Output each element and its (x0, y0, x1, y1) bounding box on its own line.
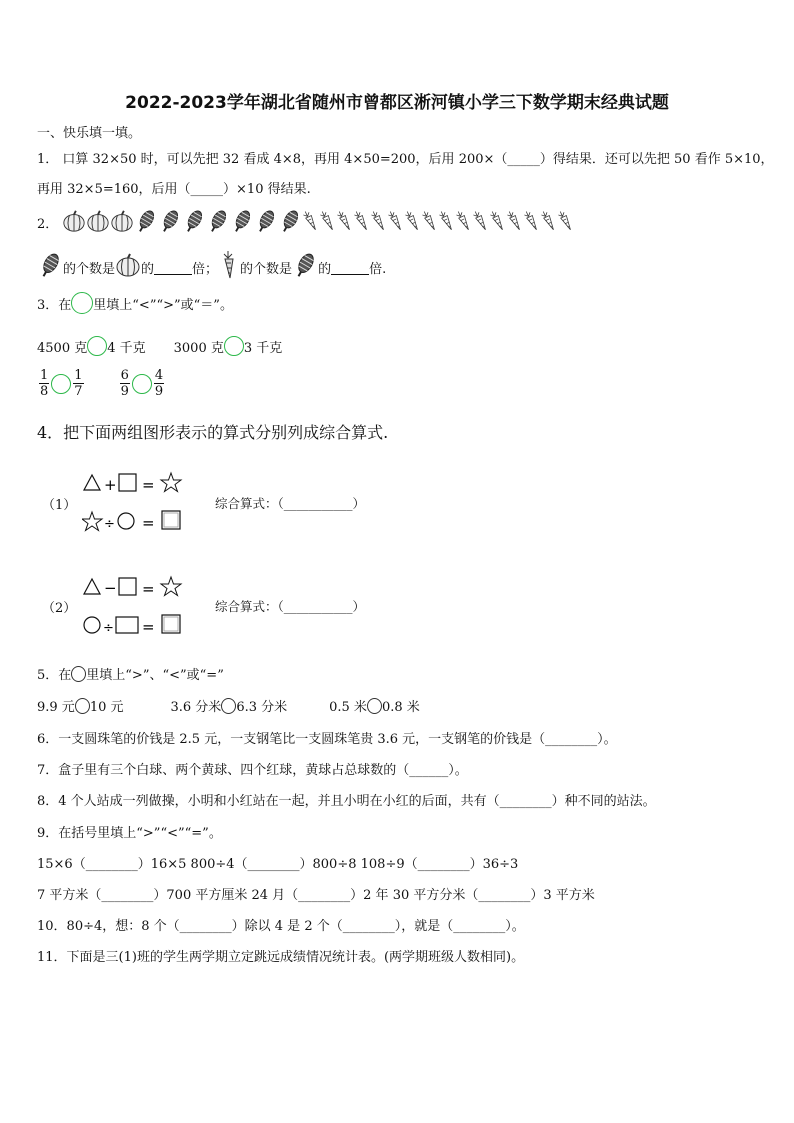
q2-number: 2． (37, 217, 59, 232)
square-icon (119, 474, 136, 491)
q3-text-b: 里填上“<”“>”或“＝”。 (93, 297, 233, 313)
compare-circle[interactable] (71, 666, 86, 682)
section-heading: 一、快乐填一填。 (37, 126, 142, 141)
carrot-icon (404, 205, 421, 241)
corn-icon (278, 205, 302, 241)
q4-group2-label: （2） (42, 601, 77, 616)
fraction: $\frac{4}{9}$ (154, 368, 164, 399)
corn-icon (254, 205, 278, 241)
carrot-icon (336, 205, 353, 241)
svg-text:÷: ÷ (104, 517, 115, 532)
carrot-icon (319, 205, 336, 241)
carrot-icon (557, 205, 574, 241)
q5-c-right: 0.8 米 (381, 700, 420, 715)
star-icon (161, 473, 181, 492)
carrot-icon (353, 205, 370, 241)
carrot-icon (421, 205, 438, 241)
rectangle-icon (116, 617, 138, 633)
pumpkin-icon (110, 208, 134, 238)
svg-text:=: = (142, 618, 155, 636)
q5-a-right: 10 元 (89, 700, 124, 715)
q3-row1 (37, 336, 282, 356)
compare-circle[interactable] (221, 698, 236, 714)
q9-row2: 7 平方米（________）700 平方厘米 24 月（________）2 年 30 平方分米（________）3 平方米 (37, 888, 595, 903)
pumpkin-icon (115, 253, 141, 281)
q6: 6．一支圆珠笔的价钱是 2.5 元，一支钢笔比一支圆珠笔贵 3.6 元，一支钢笔的价钱是（________）。 (37, 732, 617, 747)
corn-icon (292, 251, 318, 283)
corn-icon (182, 205, 206, 241)
corn-icon (206, 205, 230, 241)
compare-circle[interactable] (367, 698, 382, 714)
circle-icon (84, 617, 100, 633)
pumpkin-icon (86, 208, 110, 238)
compare-circle[interactable] (75, 698, 90, 714)
q1-line2: 再用 32×5=160，后用（_____）×10 得结果. (37, 182, 311, 197)
q5-a-left: 9.9 元 (37, 700, 75, 715)
carrot-icon (540, 205, 557, 241)
corn-icon (37, 251, 63, 283)
q8: 8．4 个人站成一列做操，小明和小红站在一起，并且小明在小红的后面，共有（________）种不同的站法。 (37, 794, 656, 809)
page-title: 2022-2023学年湖北省随州市曾都区淅河镇小学三下数学期末经典试题 (125, 93, 669, 113)
star-icon (82, 512, 102, 531)
svg-text:+: + (104, 476, 117, 494)
q1-line1: 1． 口算 32×50 时，可以先把 32 看成 4×8，再用 4×50=200，后用 200×（_____）得结果．还可以先把 50 看作 5×10， (37, 152, 774, 167)
carrot-icon (455, 205, 472, 241)
fraction: $\frac{6}{9}$ (120, 368, 129, 399)
compare-circle[interactable] (71, 292, 93, 314)
q5-row (37, 696, 420, 715)
q4-group1-label: （1） (42, 498, 77, 513)
star-icon (161, 577, 181, 596)
carrot-icon (302, 205, 319, 241)
triangle-icon (84, 475, 100, 490)
q3-title (37, 292, 233, 314)
q2-text-a: 的个数是 (63, 261, 116, 277)
q4-group2-shapes (82, 574, 186, 644)
pumpkin-icon (62, 208, 86, 238)
q2-text-f: 倍. (369, 261, 387, 277)
corn-icon (134, 205, 158, 241)
q5-text-b: 里填上“>”、“<”或“=” (86, 668, 224, 683)
corn-icon (158, 205, 182, 241)
carrot-icon (218, 250, 240, 284)
q4-group1-shapes (82, 470, 186, 540)
q3-a-left: 4500 克 (37, 340, 88, 356)
svg-text:÷: ÷ (103, 621, 114, 636)
compare-circle[interactable] (51, 374, 71, 394)
square-icon (164, 513, 178, 527)
svg-text:=: = (142, 514, 155, 532)
carrot-icon (472, 205, 489, 241)
triangle-icon (84, 579, 100, 594)
q2-blank-2[interactable] (331, 260, 369, 275)
q3-a-right: 4 千克 (107, 340, 146, 356)
q5-c-left: 0.5 米 (329, 700, 367, 715)
q7: 7．盒子里有三个白球、两个黄球、四个红球，黄球占总球数的（______）。 (37, 763, 468, 778)
q2-text-d: 的个数是 (240, 261, 293, 277)
q5-text-a: 5．在 (37, 668, 72, 683)
q4-formula-1: 综合算式：（___________） (215, 496, 366, 511)
q2-icon-row (62, 206, 574, 240)
carrot-icon (387, 205, 404, 241)
q10: 10．80÷4，想：8 个（________）除以 4 是 2 个（________），就是（________）。 (37, 919, 525, 934)
q3-row2 (39, 368, 164, 399)
q2-blank-1[interactable] (154, 260, 192, 275)
compare-circle[interactable] (132, 374, 152, 394)
q5-b-right: 6.3 分米 (236, 700, 288, 715)
carrot-icon (489, 205, 506, 241)
fraction: $\frac{1}{7}$ (74, 368, 83, 399)
q2-text-e: 的 (318, 261, 332, 277)
q2-text-b: 的 (141, 261, 155, 277)
q5-title (37, 664, 224, 683)
carrot-icon (506, 205, 523, 241)
carrot-icon (523, 205, 540, 241)
corn-icon (230, 205, 254, 241)
q2-question (37, 250, 386, 284)
q2-text-c: 倍； (192, 261, 219, 277)
square-icon (119, 578, 136, 595)
carrot-icon (438, 205, 455, 241)
fraction: $\frac{1}{8}$ (40, 368, 49, 399)
svg-text:=: = (142, 580, 155, 598)
circle-icon (118, 513, 134, 529)
q3-b-right: 3 千克 (243, 340, 283, 356)
q3-b-left: 3000 克 (173, 340, 224, 356)
svg-text:−: − (104, 579, 117, 597)
svg-text:=: = (142, 476, 155, 494)
q9-row1: 15×6（________）16×5 800÷4（________）800÷8 108÷9（________）36÷3 (37, 857, 519, 872)
compare-circle[interactable] (87, 336, 107, 356)
q4-title: 4．把下面两组图形表示的算式分别列成综合算式. (37, 423, 389, 442)
q3-text-a: 3．在 (37, 297, 72, 313)
square-icon (164, 617, 178, 631)
q9-title: 9．在括号里填上“>”“<”“=”。 (37, 826, 222, 841)
compare-circle[interactable] (224, 336, 244, 356)
carrot-icon (370, 205, 387, 241)
q5-b-left: 3.6 分米 (170, 700, 222, 715)
q11: 11．下面是三(1)班的学生两学期立定跳远成绩情况统计表。(两学期班级人数相同)。 (37, 950, 525, 965)
q4-formula-2: 综合算式：（___________） (215, 599, 366, 614)
